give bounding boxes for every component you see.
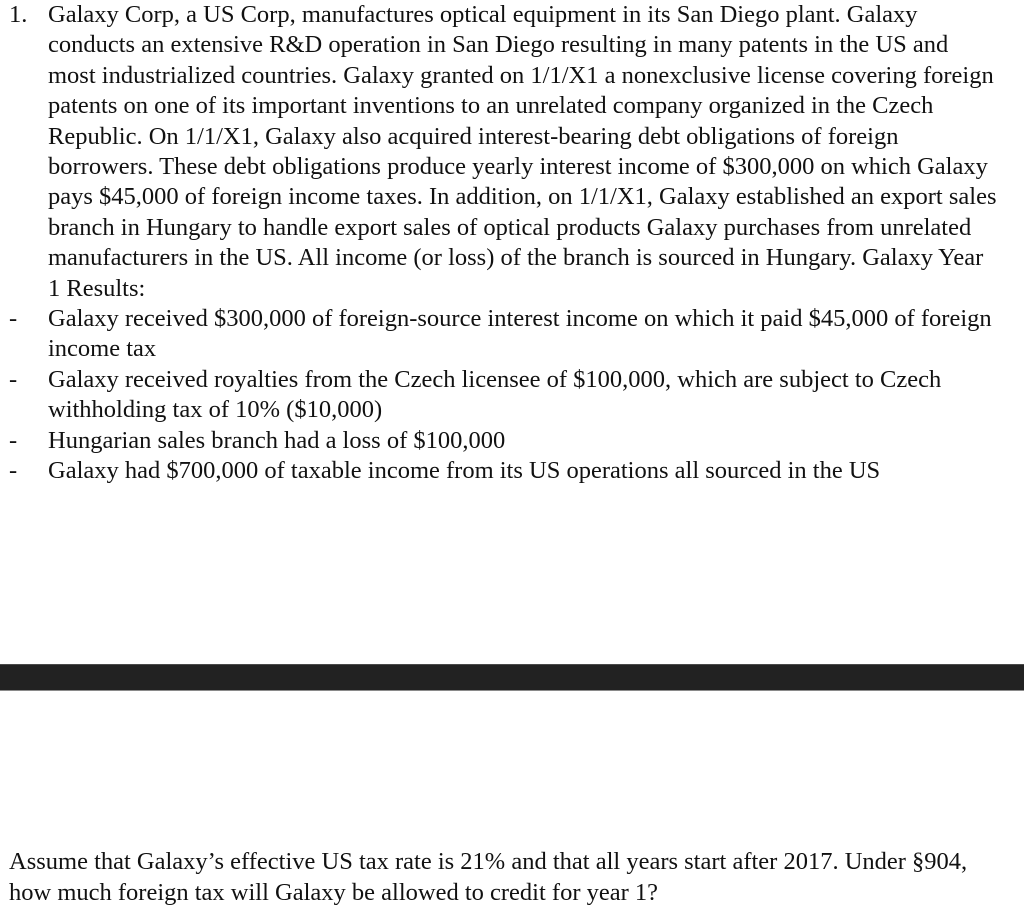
problem-intro-text: Galaxy Corp, a US Corp, manufactures optical equipment in its San Diego plant. Galaxy conducts an extensive R&D operation in San Diego resulting in many patents in the US and most industrialized countries. Galaxy granted on 1/1/X1 a nonexclusive license covering foreign patents on one of its important inventions to an unrelated company organized in the Czech Republic. On 1/1/X1, Galaxy also acquired interest-bearing debt obligations of foreign borrowers. These debt obligations produce yearly interest income of $300,000 on which Galaxy pays $45,000 of foreign income taxes. In addition, on 1/1/X1, Galaxy established an export sales branch in Hungary to handle export sales of optical products Galaxy purchases from unrelated manufacturers in the US. All income (or loss) of the branch is sourced in Hungary. Galaxy Year 1 Results: xyxy=(48,1,997,302)
bullet-marker: - xyxy=(9,305,18,333)
section-divider-bar xyxy=(0,664,1024,691)
result-item xyxy=(0,426,1024,456)
result-item-text: Galaxy received $300,000 of foreign-source interest income on which it paid $45,000 of foreign income tax xyxy=(48,305,992,363)
bullet-marker: - xyxy=(9,426,18,454)
result-item-text: Galaxy received royalties from the Czech licensee of $100,000, which are subject to Czech withholding tax of 10% ($10,000) xyxy=(48,365,942,424)
result-item xyxy=(0,365,1024,426)
question-text: Assume that Galaxy’s effective US tax rate is 21% and that all years start after 2017. Under §904, how much foreign tax will Galaxy be allowed to credit for year 1? xyxy=(9,848,968,906)
result-item xyxy=(0,304,1024,365)
problem-number: 1. xyxy=(9,1,28,28)
result-item xyxy=(0,456,1024,486)
result-item-text: Hungarian sales branch had a loss of $100,000 xyxy=(48,426,506,454)
bullet-marker: - xyxy=(9,457,18,485)
bullet-marker: - xyxy=(9,365,18,393)
result-item-text: Galaxy had $700,000 of taxable income from its US operations all sourced in the US xyxy=(48,457,881,485)
problem-intro xyxy=(0,0,1024,304)
